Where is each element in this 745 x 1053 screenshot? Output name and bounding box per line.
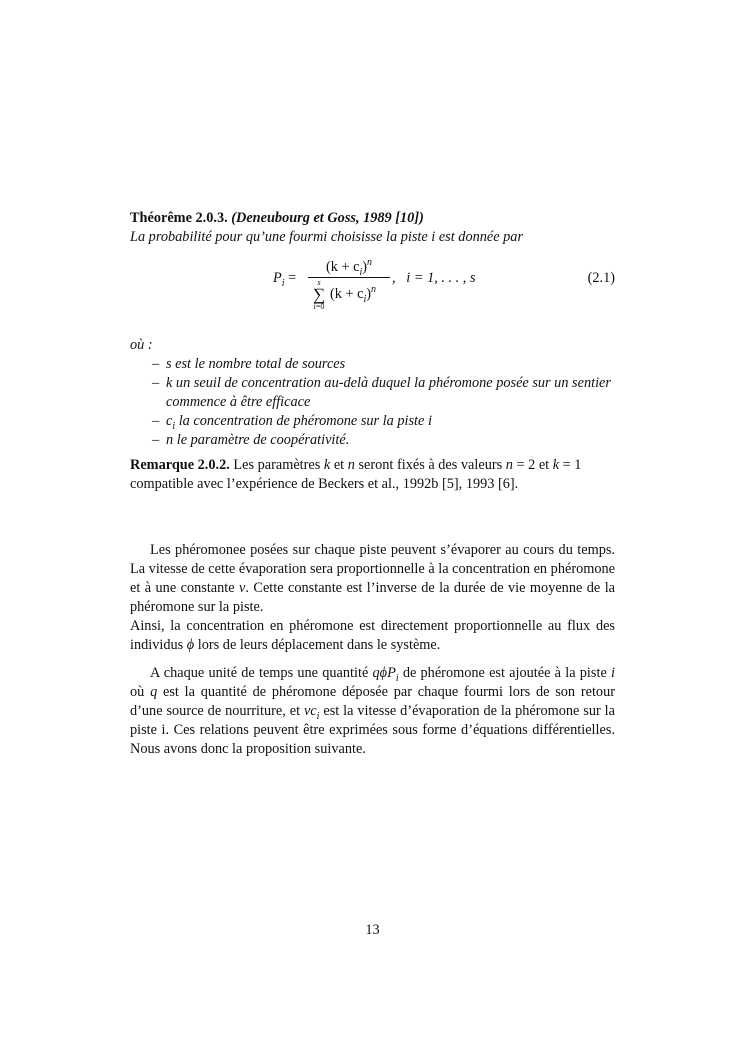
theorem-statement: La probabilité pour qu’une fourmi choisisse la piste i est donnée par [130, 229, 524, 245]
paragraph-text [130, 541, 615, 617]
dash-marker: – [152, 356, 160, 372]
eq-den-tail: ) [366, 286, 372, 302]
list-item [130, 355, 615, 374]
para2-b: de phéromone est ajoutée à la piste [398, 665, 612, 681]
para2-c: où [130, 684, 151, 700]
para2-qphi: qϕP [372, 665, 396, 681]
remark-text-b: et [330, 457, 348, 473]
equation-lhs [273, 270, 296, 287]
remark-text-e: = 1 compatible avec l’expérience de Beckers et al., 1992b [5], 1993 [6]. [130, 457, 582, 492]
para2-q: q [150, 684, 158, 700]
equation-denominator [308, 278, 390, 312]
summation [308, 278, 330, 312]
eq-num-sub: i [359, 266, 363, 278]
para1-nu: ν [239, 580, 246, 596]
equation-fraction [308, 258, 390, 312]
list-item [130, 431, 615, 450]
eq-den-sup: n [371, 284, 377, 296]
list-item-text: n le paramètre de coopérativité. [166, 432, 350, 448]
para1-b: . Cette constante est l’inverse de la durée de vie moyenne de la phéromone sur la piste. [130, 580, 616, 615]
paragraph-text [130, 617, 615, 655]
eq-den-sub: i [363, 293, 367, 305]
eq-den-text: (k + c [330, 286, 364, 302]
para2-e: est la vitesse d’évaporation de la phéromone sur la piste i. Ces relations peuvent être exprimées sous forme d’équations différentielles. Nous avons donc la proposition suivante. [130, 703, 616, 757]
remark-n: n [347, 457, 355, 473]
theorem-heading [130, 209, 615, 228]
equation-number: (2.1) [587, 270, 615, 286]
eq-lhs-var: P [273, 270, 282, 286]
equation-rhs: , i = 1, . . . , s [392, 270, 476, 286]
para1-d: lors de leurs déplacement dans le système. [194, 637, 441, 653]
remark-text-a: Les paramètres [229, 457, 324, 473]
list-item [130, 374, 615, 412]
para1-c: Ainsi, la concentration en phéromone est directement proportionnelle au flux des individus [130, 618, 615, 653]
remark-k: k [323, 457, 331, 473]
list-item-tail: la concentration de phéromone sur la piste i [175, 413, 432, 429]
para2-a: A chaque unité de temps une quantité [150, 665, 373, 681]
dash-marker: – [152, 375, 160, 391]
sum-upper-limit: s [317, 278, 321, 287]
para2-nuc: νc [303, 703, 317, 719]
sum-symbol: ∑ [312, 285, 326, 304]
eq-num-sup: n [367, 257, 372, 269]
para2-d: est la quantité de phéromone déposée par chaque fourmi lors de son retour d’une source de nourriture, et [130, 684, 615, 719]
list-item-text: k un seuil de concentration au-delà duquel la phéromone posée sur un sentier commence à être efficace [166, 375, 611, 410]
list-item [130, 412, 615, 431]
remark-text-d: = 2 et [512, 457, 553, 473]
where-block [130, 336, 615, 450]
para2-i: i [611, 665, 615, 681]
para2-qphi-sub: i [395, 672, 399, 684]
dash-marker: – [152, 413, 160, 429]
paragraph-evaporation [130, 541, 615, 655]
remark-text [130, 456, 615, 494]
list-item-sub: i [172, 420, 176, 432]
eq-num-tail: ) [362, 259, 367, 275]
definition-list [130, 355, 615, 450]
para1-a: Les phéromonee posées sur chaque piste peuvent s’évaporer au cours du temps. La vitesse de cette évaporation sera proportionnelle à la concentration en phéromone et à une constante [130, 542, 615, 596]
dash-marker: – [152, 432, 160, 448]
sum-lower-limit: i=0 [313, 302, 325, 311]
list-item-text: c [166, 413, 173, 429]
remark-n-eq: n [505, 457, 513, 473]
para1-phi: ϕ [186, 637, 195, 653]
where-intro: où : [130, 337, 153, 353]
paragraph-quantity [130, 664, 615, 759]
page-number: 13 [365, 922, 380, 938]
remark-label: Remarque 2.0.2. [130, 457, 230, 473]
denominator-term [330, 286, 376, 303]
list-item-text: s est le nombre total de sources [166, 356, 346, 372]
para2-nuc-sub: i [316, 710, 320, 722]
eq-num-text: (k + c [325, 259, 360, 275]
eq-lhs-sub: i [281, 277, 285, 289]
remark-text-c: seront fixés à des valeurs [354, 457, 506, 473]
remark-k-eq: k [552, 457, 560, 473]
theorem-attribution: (Deneubourg et Goss, 1989 [10]) [231, 210, 424, 226]
remark-block [130, 456, 615, 494]
equation-numerator [308, 258, 390, 276]
theorem-label: Théorême 2.0.3. [130, 210, 228, 226]
paragraph-text [130, 664, 615, 759]
eq-equals: = [284, 270, 297, 286]
equation-2-1 [130, 258, 615, 320]
theorem-block [130, 209, 615, 247]
